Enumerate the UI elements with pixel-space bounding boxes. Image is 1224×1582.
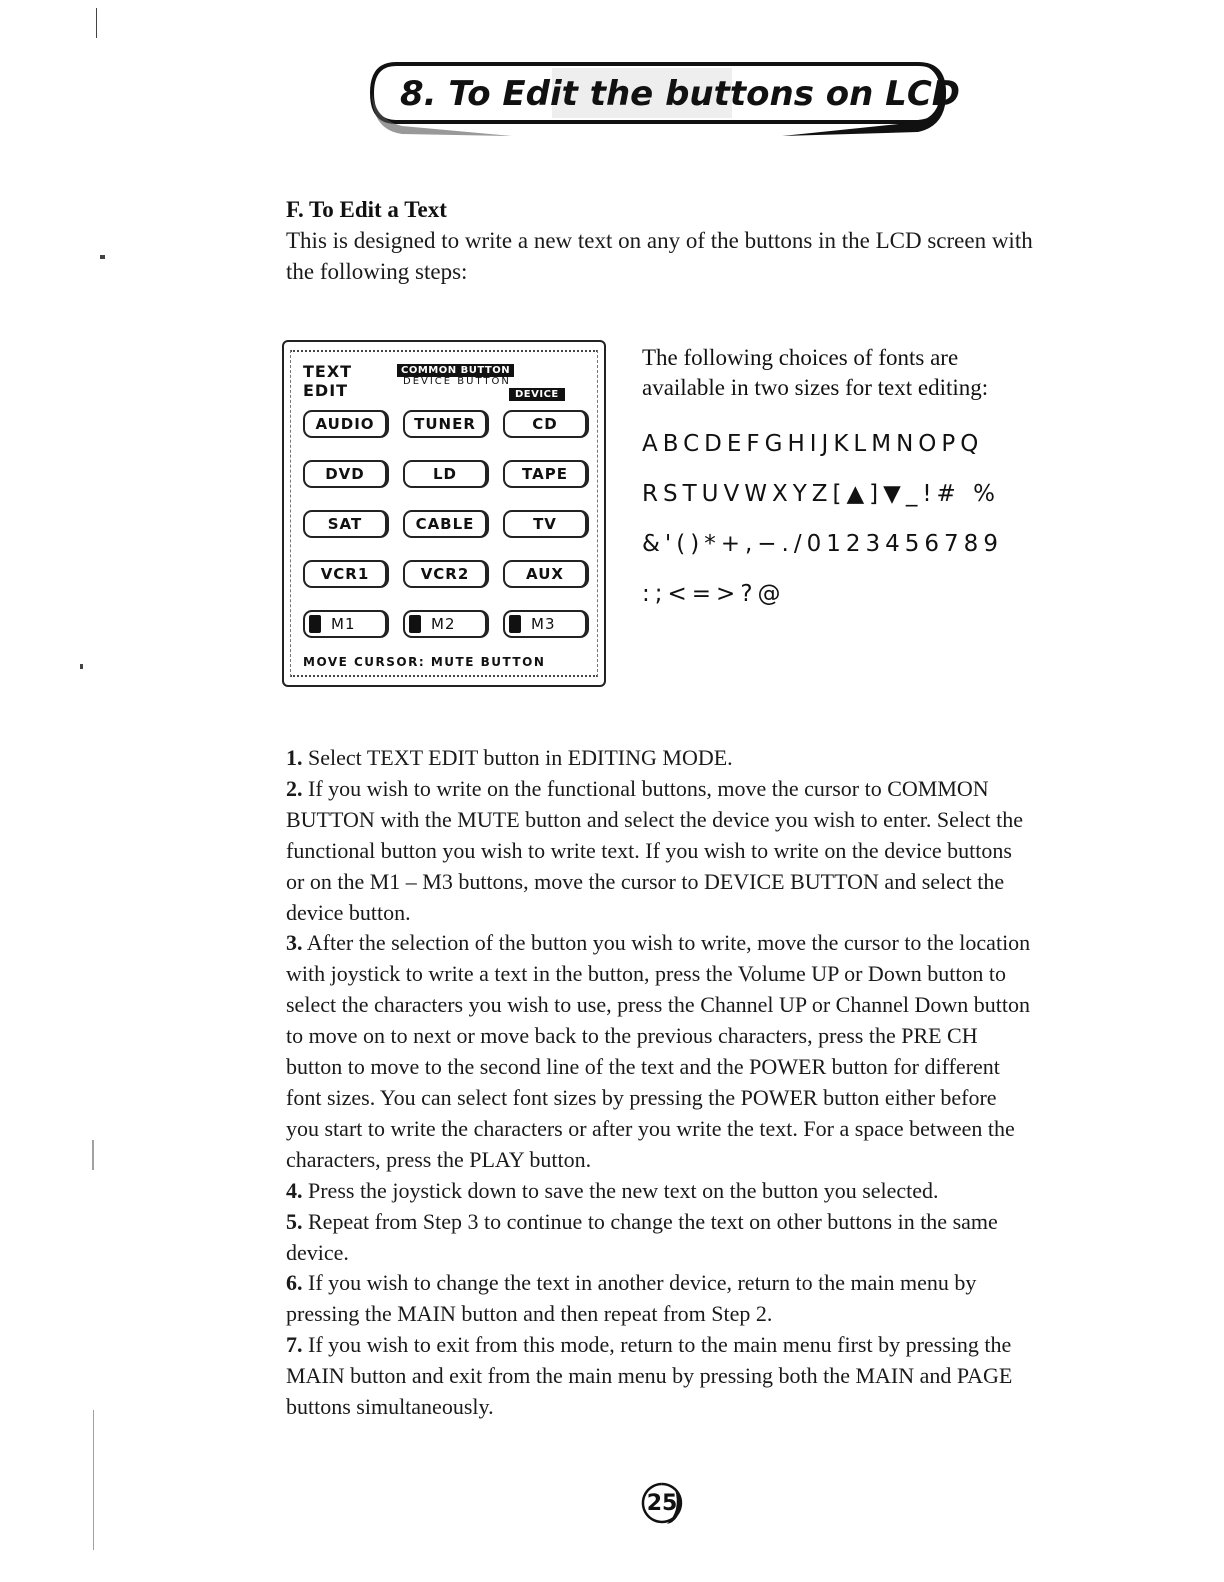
page-number: 25 xyxy=(646,1490,678,1516)
charset-block xyxy=(642,426,1042,626)
lcd-button-tv[interactable]: TV xyxy=(503,510,589,538)
lcd-button-m1[interactable] xyxy=(303,610,389,638)
scan-mark xyxy=(92,1140,94,1170)
lcd-button-cd[interactable]: CD xyxy=(503,410,589,438)
step-item xyxy=(286,1176,1031,1207)
step-number: 4. xyxy=(286,1177,303,1203)
step-number: 2. xyxy=(286,775,303,801)
scan-mark xyxy=(100,255,105,259)
lcd-button-audio[interactable]: AUDIO xyxy=(303,410,389,438)
lcd-button-m2[interactable] xyxy=(403,610,489,638)
step-text: If you wish to exit from this mode, return to the main menu first by pressing the MAIN button and exit from the main menu by pressing both the MAIN and PAGE buttons simultaneously. xyxy=(286,1332,1013,1420)
scan-mark xyxy=(96,8,97,38)
lcd-footer-hint: MOVE CURSOR: MUTE BUTTON xyxy=(303,655,546,669)
fonts-description: The following choices of fonts are available in two sizes for text editing: xyxy=(642,345,989,400)
section-heading: F. To Edit a Text xyxy=(286,197,447,222)
common-button-tab[interactable]: COMMON BUTTON xyxy=(397,364,514,377)
lcd-button-ld[interactable]: LD xyxy=(403,460,489,488)
lcd-button-dvd[interactable]: DVD xyxy=(303,460,389,488)
memory-icon xyxy=(509,615,521,633)
step-number: 3. xyxy=(286,930,303,956)
step-item xyxy=(286,928,1031,1175)
page-number-badge xyxy=(637,1481,687,1525)
page-title: 8. To Edit the buttons on LCD xyxy=(400,74,961,114)
intro-paragraph: This is designed to write a new text on any of the buttons in the LCD screen with the following steps: xyxy=(286,228,1033,284)
lcd-button-sat[interactable]: SAT xyxy=(303,510,389,538)
step-number: 7. xyxy=(286,1332,303,1358)
lcd-button-label: M1 xyxy=(331,615,356,633)
memory-icon xyxy=(409,615,421,633)
step-text: Repeat from Step 3 to continue to change the text on other buttons in the same device. xyxy=(286,1208,998,1265)
step-item xyxy=(286,1268,1031,1330)
lcd-button-vcr1[interactable]: VCR1 xyxy=(303,560,389,588)
step-text: Select TEXT EDIT button in EDITING MODE. xyxy=(308,745,733,770)
step-item xyxy=(286,774,1031,929)
step-text: If you wish to write on the functional buttons, move the cursor to COMMON BUTTON with the MUTE button and select the device you wish to enter. Select the functional button you wish to write text. If you wish to write on the device buttons or on the M1 – M3 buttons, move the cursor to DEVICE BUTTON and select the device button. xyxy=(286,775,1024,925)
lcd-mode-line: EDIT xyxy=(303,381,349,400)
lcd-button-tape[interactable]: TAPE xyxy=(503,460,589,488)
lcd-inner-frame xyxy=(290,350,598,677)
step-item xyxy=(286,743,1031,774)
scan-mark xyxy=(80,664,83,669)
device-tab[interactable]: DEVICE xyxy=(509,388,565,401)
step-item xyxy=(286,1330,1031,1423)
lcd-button-label: M3 xyxy=(531,615,556,633)
lcd-button-tuner[interactable]: TUNER xyxy=(403,410,489,438)
lcd-screen-illustration xyxy=(282,340,606,687)
scan-mark xyxy=(93,1410,94,1550)
lcd-button-aux[interactable]: AUX xyxy=(503,560,589,588)
step-number: 6. xyxy=(286,1270,303,1296)
step-text: If you wish to change the text in another device, return to the main menu by pressing the MAIN button and then repeat from Step 2. xyxy=(286,1270,977,1327)
lcd-button-vcr2[interactable]: VCR2 xyxy=(403,560,489,588)
memory-icon xyxy=(309,615,321,633)
lcd-button-m3[interactable] xyxy=(503,610,589,638)
lcd-mode-label xyxy=(303,362,352,400)
steps-list xyxy=(286,743,1031,1423)
step-item xyxy=(286,1207,1031,1269)
step-number: 5. xyxy=(286,1208,303,1234)
lcd-button-cable[interactable]: CABLE xyxy=(403,510,489,538)
step-number: 1. xyxy=(286,745,303,770)
charset-line: &'()*+,−./0123456789 xyxy=(642,531,1003,557)
lcd-button-grid xyxy=(303,410,593,638)
step-text: Press the joystick down to save the new text on the button you selected. xyxy=(308,1177,939,1203)
charset-line: RSTUVWXYZ[▲]▼_!# % xyxy=(642,481,1000,507)
charset-line: :;<=>?@ xyxy=(642,581,786,607)
lcd-button-label: M2 xyxy=(431,615,456,633)
section-header-banner xyxy=(362,60,961,140)
step-text: After the selection of the button you wish to write, move the cursor to the location with joystick to write a text in the button, press the Volume UP or Down button to select the characters you wish to use, press the Channel UP or Channel Down button to move on to next or move back to the previous characters, press the PRE CH button to move to the second line of the text and the POWER button for different font sizes. You can select font sizes by pressing the POWER button either before you start to write the characters or after you write the text. For a space between the characters, press the PLAY button. xyxy=(286,930,1031,1172)
charset-line: ABCDEFGHIJKLMNOPQ xyxy=(642,431,984,457)
device-button-label[interactable]: DEVICE BUTTON xyxy=(403,376,511,387)
lcd-mode-line: TEXT xyxy=(303,362,353,381)
